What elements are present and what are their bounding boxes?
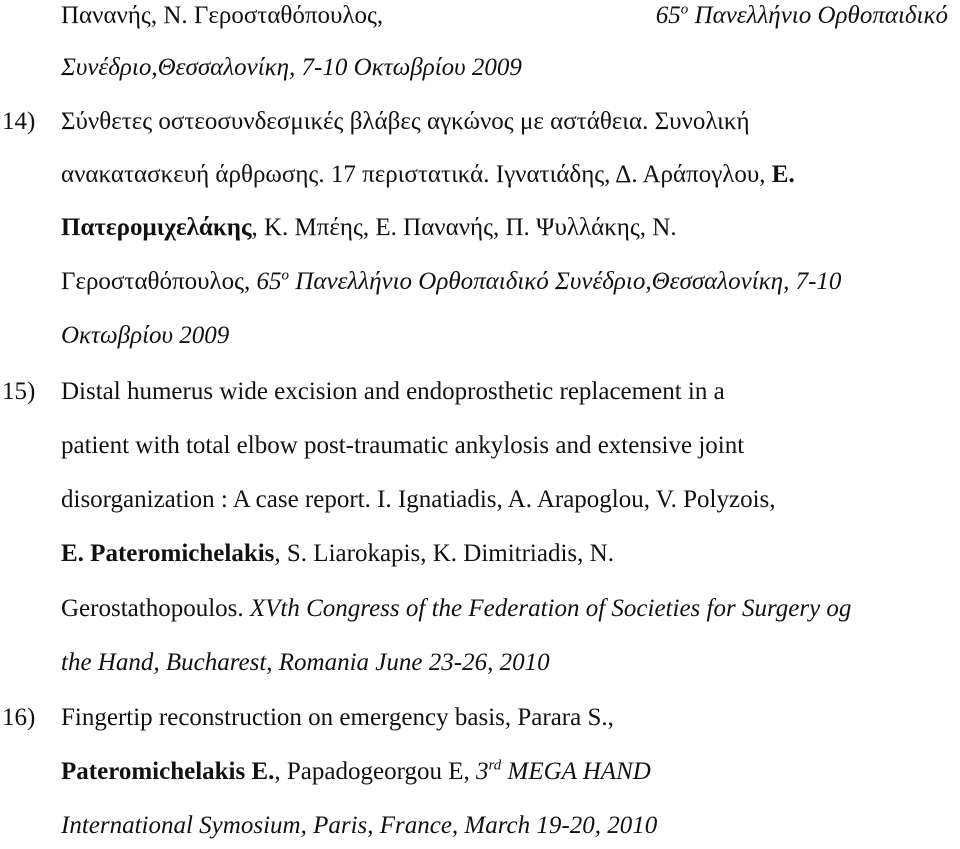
entry16-line2-text: , Papadogeorgou E,	[274, 758, 470, 785]
entry14-line3-text: , Κ. Μπέης, Ε. Πανανής, Π. Ψυλλάκης, Ν.	[251, 214, 677, 241]
entry15-line5	[61, 593, 948, 625]
entry14-line1-text: Σύνθετες οστεοσυνδεσμικές βλάβες αγκώνος με αστάθεια. Συνολική	[61, 108, 750, 135]
entry16-number: 16)	[2, 704, 36, 731]
entry16-line2-conf-rest: MEGA HAND	[501, 758, 651, 785]
entry16-line2	[61, 756, 948, 788]
entry14-line2-bold: Ε.	[771, 161, 795, 188]
entry16-line3: International Symosium, Paris, France, March 19-20, 2010	[61, 812, 658, 839]
entry15-line1: Distal humerus wide excision and endoprosthetic replacement in a	[61, 378, 725, 405]
entry14-line2-text: ανακατασκευή άρθρωσης. 17 περιστατικά. Ιγνατιάδης, Δ. Αράπογλου,	[61, 161, 766, 188]
entry14-line4-conf-rest: Πανελλήνιο Ορθοπαιδικό Συνέδριο,Θεσσαλονίκη, 7-10	[289, 268, 842, 295]
entry14-line2	[61, 159, 948, 191]
entry16-line2-sup: rd	[488, 757, 502, 774]
entry13-conference	[656, 0, 948, 32]
entry15-line2: patient with total elbow post-traumatic ankylosis and extensive joint	[61, 432, 745, 459]
entry15-line5-text: Gerostathopoulos.	[61, 595, 244, 622]
entry14-line5: Οκτωβρίου 2009	[61, 322, 230, 349]
entry13-line1	[61, 0, 948, 32]
entry14-line3	[61, 212, 948, 244]
entry15-line4-bold: E. Pateromichelakis	[61, 540, 275, 567]
entry15-line4	[61, 538, 948, 570]
entry15-number: 15)	[2, 378, 36, 405]
entry15-line5-italic: XVth Congress of the Federation of Societies for Surgery og	[243, 595, 852, 622]
entry16-line2-italic	[470, 758, 651, 785]
entry14-line4-text: Γεροσταθόπουλος,	[61, 268, 251, 295]
entry14-number: 14)	[2, 108, 36, 135]
entry14-line4-sup: ο	[281, 267, 290, 284]
entry15-line3: disorganization : A case report. I. Ignatiadis, A. Arapoglou, V. Polyzois,	[61, 486, 776, 513]
entry13-conference-sup: ο	[680, 1, 689, 18]
entry13-conference-number: 65	[655, 2, 681, 29]
entry16-line2-conf-number: 3	[469, 758, 489, 785]
entry14-line1	[61, 106, 948, 138]
entry15-line4-text: , S. Liarokapis, K. Dimitriadis, N.	[274, 540, 614, 567]
entry14-line4	[61, 266, 948, 298]
entry14-line3-bold: Πατερομιχελάκης	[61, 214, 252, 241]
entry13-conference-rest: Πανελλήνιο Ορθοπαιδικό	[688, 2, 948, 29]
entry15-line6: the Hand, Bucharest, Romania June 23-26, 2010	[61, 649, 550, 676]
entry16-line1: Fingertip reconstruction on emergency basis, Parara S.,	[61, 704, 614, 731]
entry13-authors: Πανανής, Ν. Γεροσταθόπουλος,	[61, 2, 384, 29]
entry14-line4-italic	[250, 268, 841, 295]
entry16-line2-bold: Pateromichelakis E.	[61, 758, 275, 785]
entry14-line4-conf-number: 65	[250, 268, 282, 295]
entry13-line2: Συνέδριο,Θεσσαλονίκη, 7-10 Οκτωβρίου 2009	[61, 54, 522, 81]
